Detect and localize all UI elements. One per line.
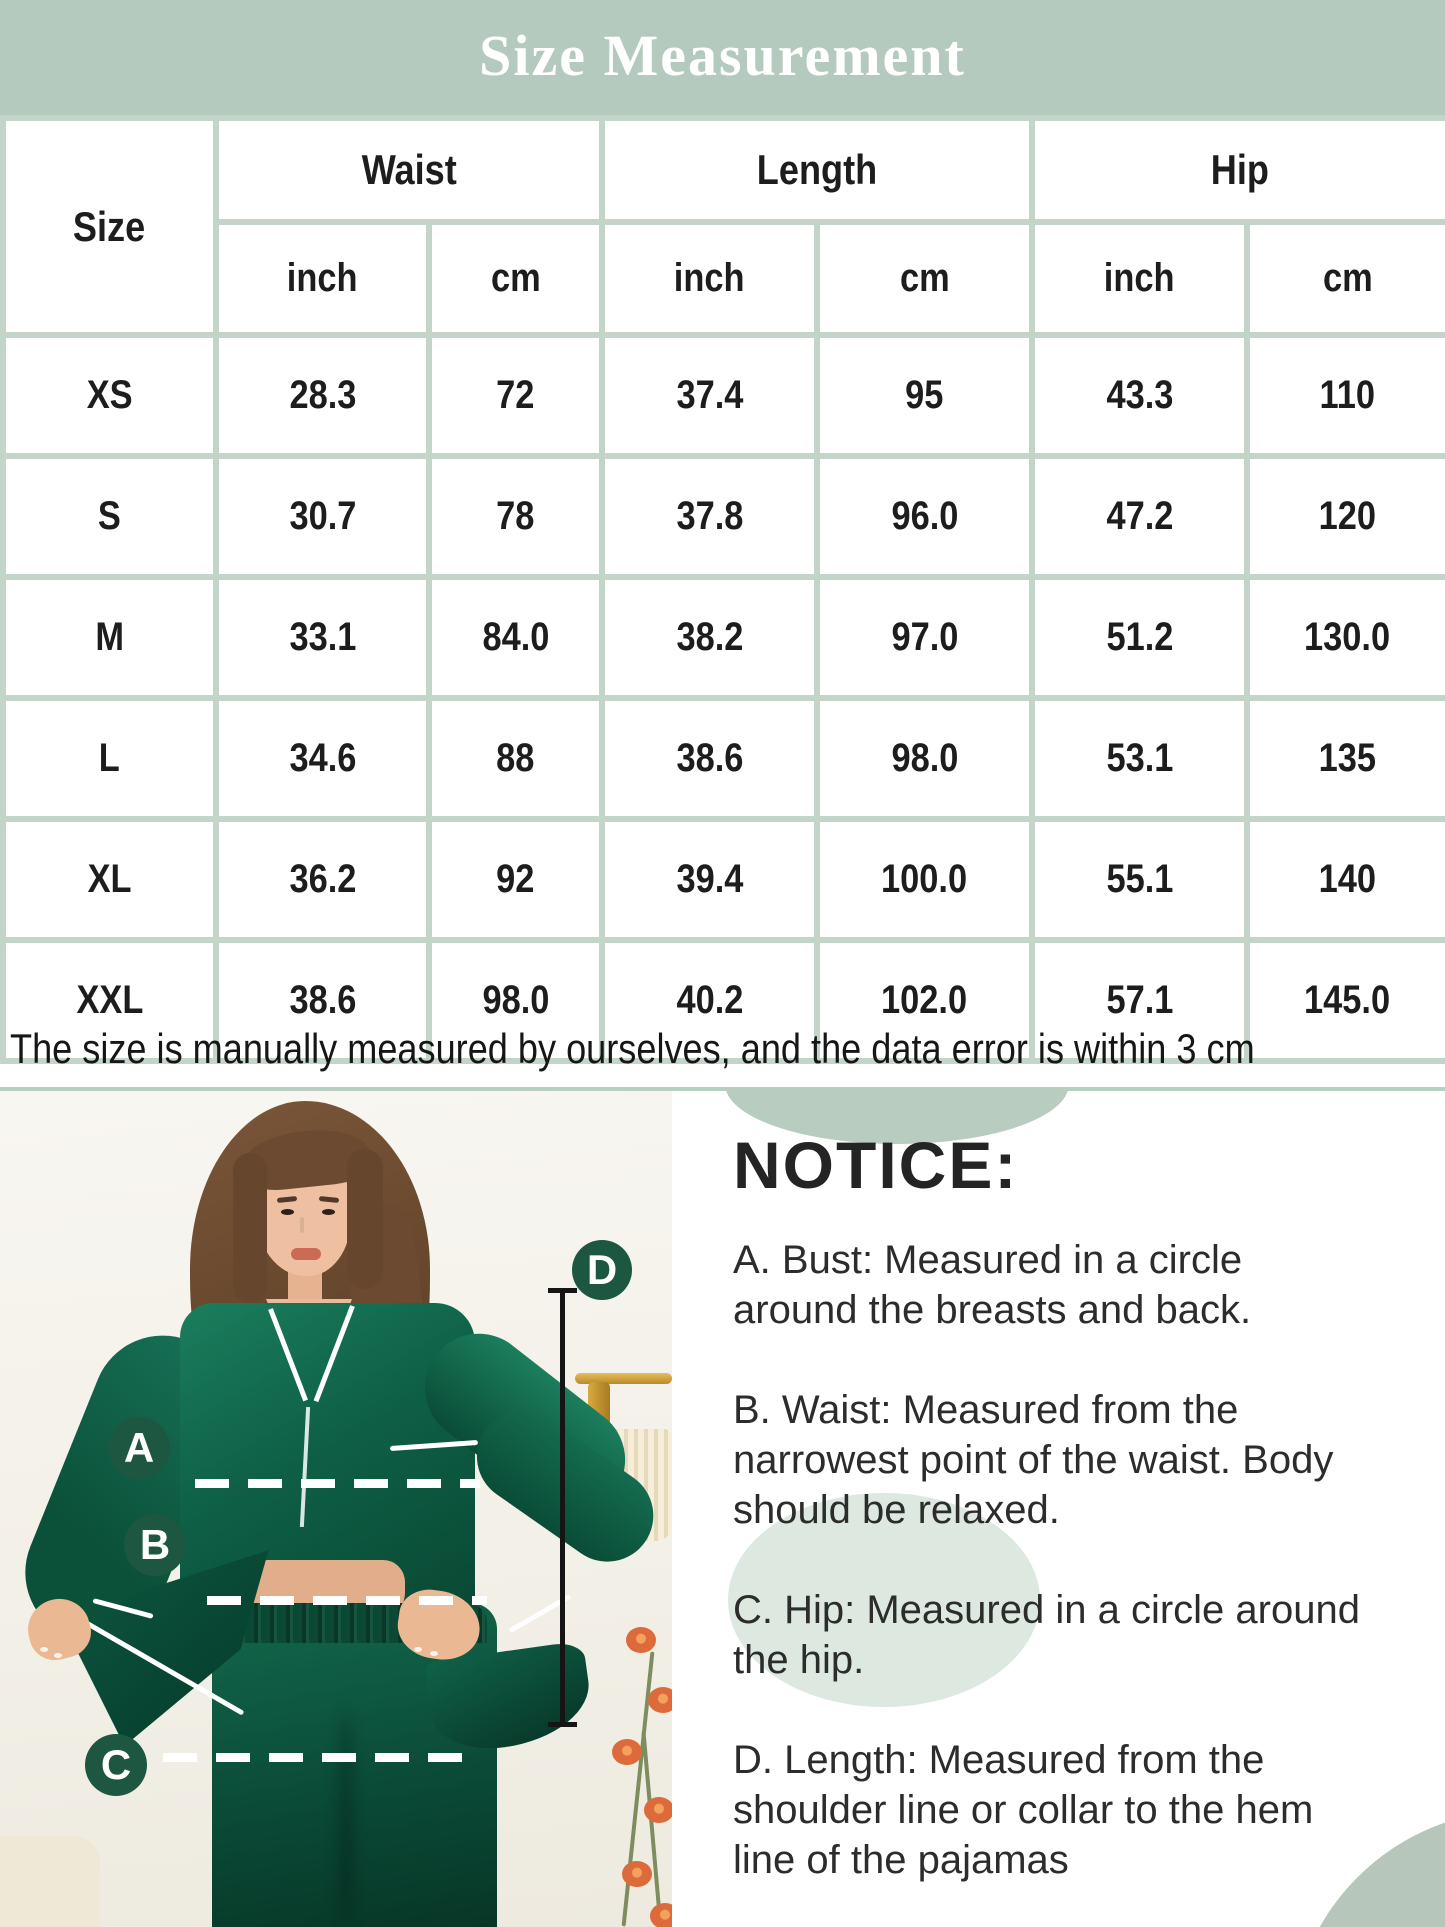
table-header-units — [3, 222, 1445, 335]
notice-item-length: D. Length: Measured from the shoulder line or collar to the hem line of the pajamas — [733, 1738, 1314, 1882]
value-cell: 95 — [817, 335, 1032, 456]
marker-length-d — [572, 1240, 632, 1300]
column-header-waist: Waist — [216, 118, 602, 222]
value-cell: 47.2 — [1032, 456, 1247, 577]
value-cell: 130.0 — [1247, 577, 1445, 698]
bust-dashed-line — [195, 1479, 480, 1488]
value-cell: 40.2 — [602, 940, 817, 1061]
pants-crease-shadow — [338, 1711, 354, 1927]
size-label: M — [3, 577, 216, 698]
unit-header-cm: cm — [817, 222, 1032, 335]
value-cell: 38.6 — [216, 940, 429, 1061]
waist-dashed-line — [207, 1596, 487, 1605]
value-cell: 120 — [1247, 456, 1445, 577]
unit-header-cm: cm — [429, 222, 602, 335]
value-cell: 84.0 — [429, 577, 602, 698]
value-cell: 28.3 — [216, 335, 429, 456]
unit-header-inch: inch — [1032, 222, 1247, 335]
value-cell: 72 — [429, 335, 602, 456]
value-cell: 37.8 — [602, 456, 817, 577]
table-row-xl — [3, 819, 1445, 940]
value-cell: 57.1 — [1032, 940, 1247, 1061]
flower-stem — [641, 1731, 662, 1927]
fingernail — [40, 1647, 48, 1652]
marker-waist-b — [124, 1514, 186, 1576]
size-label: S — [3, 456, 216, 577]
value-cell: 96.0 — [817, 456, 1032, 577]
column-header-size: Size — [3, 118, 216, 335]
flower-blossom — [612, 1739, 642, 1765]
size-label: XS — [3, 335, 216, 456]
measurement-note: The size is manually measured by ourselves, and the data error is within 3 cm — [10, 1025, 1255, 1072]
value-cell: 36.2 — [216, 819, 429, 940]
value-cell: 43.3 — [1032, 335, 1247, 456]
size-table — [0, 115, 1445, 1064]
flower-blossom — [644, 1797, 672, 1823]
column-header-length: Length — [602, 118, 1032, 222]
value-cell: 78 — [429, 456, 602, 577]
model-hair-side — [347, 1149, 383, 1289]
marker-letter: B — [139, 1521, 171, 1568]
value-cell: 110 — [1247, 335, 1445, 456]
value-cell: 38.6 — [602, 698, 817, 819]
value-cell: 100.0 — [817, 819, 1032, 940]
table-row-xs — [3, 335, 1445, 456]
header-band — [0, 0, 1445, 115]
value-cell: 98.0 — [429, 940, 602, 1061]
value-cell: 34.6 — [216, 698, 429, 819]
length-line-cap-top — [548, 1288, 577, 1293]
marker-bust-a — [108, 1417, 170, 1479]
flower-blossom — [626, 1627, 656, 1653]
flower-blossom — [648, 1687, 672, 1713]
notice-item-bust: A. Bust: Measured in a circle around the breasts and back. — [733, 1238, 1252, 1332]
value-cell: 53.1 — [1032, 698, 1247, 819]
marker-letter: C — [100, 1741, 132, 1788]
value-cell: 39.4 — [602, 819, 817, 940]
sofa — [0, 1836, 100, 1927]
value-cell: 98.0 — [817, 698, 1032, 819]
model-eye — [322, 1209, 335, 1215]
length-line-cap-bottom — [548, 1722, 577, 1727]
model-eye — [281, 1209, 294, 1215]
value-cell: 102.0 — [817, 940, 1032, 1061]
unit-header-inch: inch — [216, 222, 429, 335]
fingernail — [430, 1651, 438, 1656]
notice-item-waist: B. Waist: Measured from the narrowest point of the waist. Body should be relaxed. — [733, 1388, 1334, 1532]
value-cell: 145.0 — [1247, 940, 1445, 1061]
page-title: Size Measurement — [479, 23, 966, 88]
model-nose — [300, 1217, 304, 1233]
model-hair-side — [233, 1153, 267, 1303]
size-label: L — [3, 698, 216, 819]
marker-letter: A — [123, 1424, 155, 1471]
value-cell: 30.7 — [216, 456, 429, 577]
column-header-hip: Hip — [1032, 118, 1445, 222]
value-cell: 38.2 — [602, 577, 817, 698]
fingernail — [414, 1647, 422, 1652]
value-cell: 55.1 — [1032, 819, 1247, 940]
value-cell: 51.2 — [1032, 577, 1247, 698]
fingernail — [54, 1653, 62, 1658]
notice-item-hip: C. Hip: Measured in a circle around the hip. — [733, 1588, 1360, 1682]
hip-dashed-line — [163, 1753, 463, 1762]
value-cell: 33.1 — [216, 577, 429, 698]
unit-header-inch: inch — [602, 222, 817, 335]
value-cell: 97.0 — [817, 577, 1032, 698]
bottom-section — [0, 1087, 1445, 1927]
value-cell: 88 — [429, 698, 602, 819]
value-cell: 37.4 — [602, 335, 817, 456]
table-row-s — [3, 456, 1445, 577]
table-header-groups — [3, 118, 1445, 222]
size-label: XXL — [3, 940, 216, 1061]
product-photo — [0, 1091, 672, 1927]
length-measure-line — [560, 1290, 565, 1727]
unit-header-cm: cm — [1247, 222, 1445, 335]
model-lips — [291, 1248, 321, 1260]
notice-heading: NOTICE: — [733, 1128, 1019, 1202]
value-cell: 92 — [429, 819, 602, 940]
size-label: XL — [3, 819, 216, 940]
marker-letter: D — [586, 1246, 618, 1293]
table-row-m — [3, 577, 1445, 698]
value-cell: 135 — [1247, 698, 1445, 819]
value-cell: 140 — [1247, 819, 1445, 940]
table-row-l — [3, 698, 1445, 819]
flower-blossom — [650, 1903, 672, 1927]
flower-blossom — [622, 1861, 652, 1887]
marker-hip-c — [85, 1734, 147, 1796]
